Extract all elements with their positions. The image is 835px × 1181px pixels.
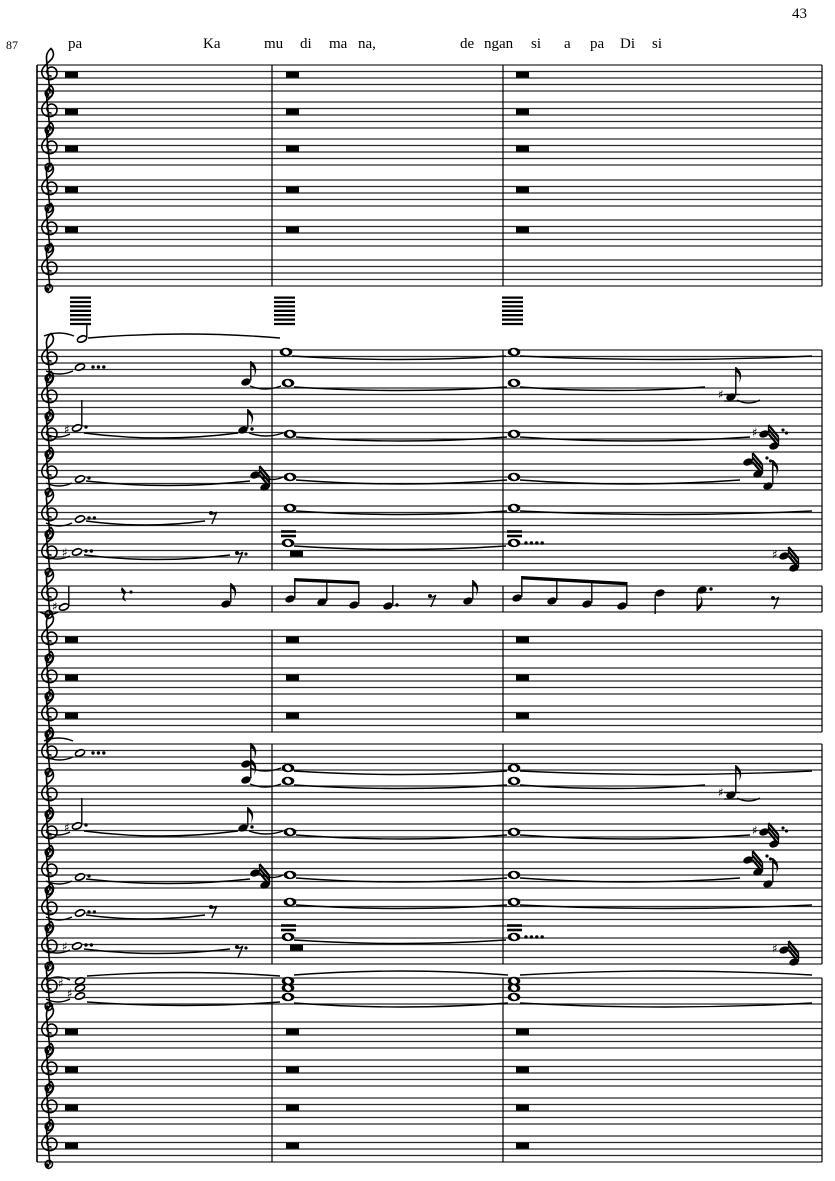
whole-measure-rest [516,227,529,233]
augmentation-dot [541,935,544,938]
clef-blob [45,1163,49,1167]
note-flag [251,759,256,775]
note-flag [248,409,253,425]
note-head [511,593,523,603]
whole-measure-rest [290,945,303,951]
sharp-accidental: ♯ [718,387,724,402]
whole-measure-rest [286,713,299,719]
sharp-accidental: ♯ [67,986,73,1001]
note-head [546,596,558,606]
whole-measure-rest [65,713,78,719]
whole-measure-rest [516,713,529,719]
treble-clef-icon [42,846,57,895]
augmentation-dot [84,425,87,428]
augmentation-dot [102,751,105,754]
augmentation-dot [102,365,105,368]
whole-measure-rest [516,1029,529,1035]
treble-clef-icon [42,528,57,577]
whole-measure-rest [516,1067,529,1073]
treble-clef-icon [42,448,57,497]
whole-measure-rest [516,146,529,152]
note-head [284,594,296,604]
measure-number: 87 [6,38,18,52]
lyric-syllable: Di [620,36,635,52]
tie [86,521,205,525]
augmentation-dot [395,603,398,606]
treble-clef-icon [42,884,57,933]
whole-measure-rest [516,109,529,115]
page-number: 43 [792,6,807,22]
lyric-syllable: si [652,36,663,52]
lyric-syllable: Ka [203,36,221,52]
tie [87,973,280,977]
whole-measure-rest [516,187,529,193]
whole-measure-rest [290,551,303,557]
whole-measure-rest [65,187,78,193]
augmentation-dot [91,751,94,754]
treble-clef-icon [42,1120,57,1169]
note-head [616,601,628,611]
augmentation-dot [87,516,90,519]
lyric-syllable: di [300,36,312,52]
sharp-accidental: ♯ [52,599,58,614]
augmentation-dot [524,541,527,544]
whole-measure-rest [286,187,299,193]
whole-measure-rest [286,675,299,681]
sharp-accidental: ♯ [64,422,70,437]
augmentation-dot [524,935,527,938]
note-flag [231,583,236,599]
beam [522,576,627,585]
tie [520,971,812,975]
note-head [382,601,394,611]
whole-measure-rest [65,1143,78,1149]
treble-clef-icon [42,49,57,98]
lyric-syllable: de [460,36,475,52]
augmentation-dot [530,935,533,938]
tie [84,831,238,836]
augmentation-dot [250,825,253,828]
treble-clef-icon [42,334,57,383]
whole-measure-rest [286,637,299,643]
tie [84,433,238,438]
tie [249,433,283,436]
lyric-syllable: pa [68,36,83,52]
augmentation-dot [84,823,87,826]
tie [294,546,506,550]
augmentation-dot [97,365,100,368]
tie [294,940,506,944]
treble-clef-icon [42,244,57,293]
whole-measure-rest [516,675,529,681]
lyric-syllable: ngan [484,36,514,52]
note-head [240,759,252,769]
augmentation-dot [87,874,90,877]
whole-measure-rest [65,227,78,233]
treble-clef-icon [42,1006,57,1055]
whole-measure-rest [286,72,299,78]
tie [294,771,507,775]
treble-clef-icon [42,962,57,1011]
sharp-accidental: ♯ [64,820,70,835]
tie [88,334,280,338]
whole-measure-rest [65,146,78,152]
augmentation-dot [84,943,87,946]
augmentation-dot [91,365,94,368]
clef-blob [45,287,49,291]
whole-measure-rest [65,1029,78,1035]
tie [249,831,283,834]
lyric-syllable: ma [329,36,348,52]
whole-measure-rest [286,227,299,233]
whole-measure-rest [286,1143,299,1149]
treble-clef-icon [42,728,57,777]
treble-clef-icon [42,1082,57,1131]
whole-measure-rest [516,72,529,78]
treble-clef-icon [42,690,57,739]
whole-measure-rest [286,1029,299,1035]
augmentation-dot [93,516,96,519]
note-flag [473,580,478,596]
augmentation-dot [87,476,90,479]
whole-measure-rest [516,637,529,643]
lyric-syllable: a [564,36,571,52]
note-head [348,600,360,610]
whole-measure-rest [516,1105,529,1111]
sharp-accidental: ♯ [62,545,68,560]
tie [520,771,812,775]
whole-measure-rest [65,637,78,643]
treble-clef-icon [42,652,57,701]
augmentation-dot [250,427,253,430]
treble-clef-icon [42,614,57,663]
augmentation-dot [535,935,538,938]
sharp-accidental: ♯ [62,939,68,954]
note-flag [697,595,702,611]
note-head [220,599,232,609]
whole-measure-rest [65,72,78,78]
treble-clef-icon [42,808,57,857]
augmentation-dot [93,910,96,913]
lyric-syllable: si [531,36,542,52]
whole-measure-rest [516,1143,529,1149]
sharp-accidental: ♯ [58,976,64,991]
sharp-accidental: ♯ [772,547,778,562]
treble-clef-icon [42,410,57,459]
whole-measure-rest [65,109,78,115]
note-flag [773,858,778,874]
note-flag [773,460,778,476]
augmentation-dot [709,587,712,590]
augmentation-dot [84,549,87,552]
note-head [654,588,666,598]
tie [294,971,508,975]
whole-measure-rest [286,1105,299,1111]
tie [86,915,205,919]
augmentation-dot [530,541,533,544]
note-head [240,377,252,387]
whole-measure-rest [286,109,299,115]
sharp-accidental: ♯ [718,785,724,800]
lyric-syllable: pa [590,36,605,52]
augmentation-dot [97,751,100,754]
whole-measure-rest [65,675,78,681]
note-flag [248,807,253,823]
sharp-accidental: ♯ [772,941,778,956]
whole-measure-rest [286,1067,299,1073]
augmentation-dot [541,541,544,544]
note-head [581,599,593,609]
augmentation-dot [90,549,93,552]
augmentation-dot [535,541,538,544]
lyric-syllable: mu [264,36,284,52]
whole-measure-rest [65,1105,78,1111]
treble-clef-icon [42,1044,57,1093]
augmentation-dot [87,910,90,913]
note-head [462,596,474,606]
whole-measure-rest [65,1067,78,1073]
note-head [240,775,252,785]
sharp-accidental: ♯ [752,425,758,440]
augmentation-dot [90,943,93,946]
treble-clef-icon [42,372,57,421]
whole-measure-rest [286,146,299,152]
sharp-accidental: ♯ [752,823,758,838]
lyric-syllable: na, [358,36,376,52]
